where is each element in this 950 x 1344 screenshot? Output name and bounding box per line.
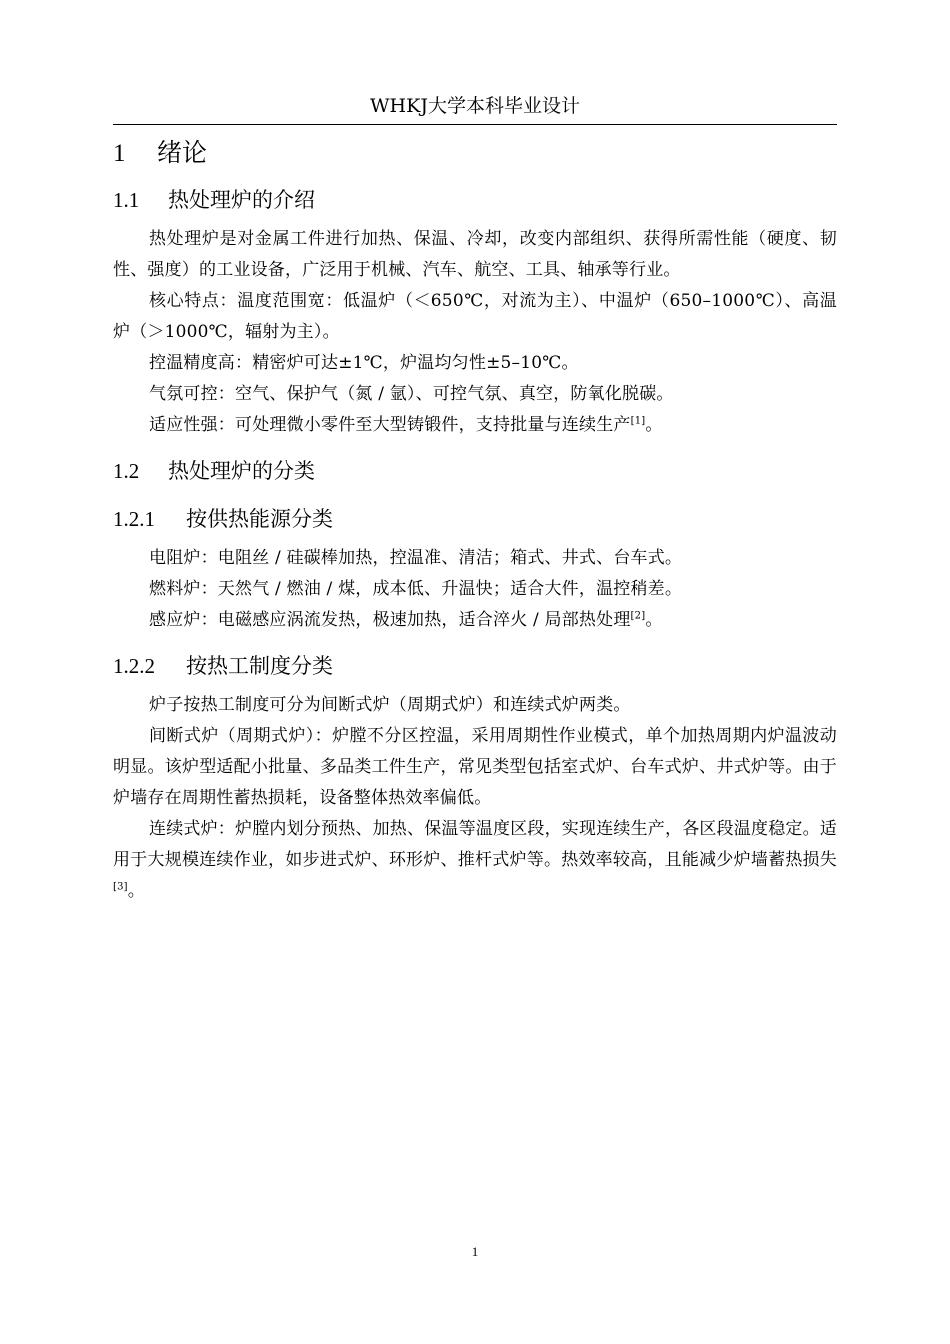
section-1-2-heading xyxy=(113,447,837,495)
paragraph-end: 。 xyxy=(645,610,663,630)
subsection-number: 1.2.2 xyxy=(113,654,155,678)
paragraph: 电阻炉：电阻丝 / 硅碳棒加热，控温准、清洁；箱式、井式、台车式。 xyxy=(149,548,683,568)
paragraph xyxy=(113,410,837,441)
section-number: 1.2 xyxy=(113,459,140,483)
chapter-number: 1 xyxy=(113,140,126,167)
subsection-number: 1.2.1 xyxy=(113,507,155,531)
chapter-heading xyxy=(113,130,837,176)
citation-ref[interactable]: [3] xyxy=(113,881,128,893)
paragraph: 核心特点：温度范围宽：低温炉（＜650℃，对流为主）、中温炉（650–1000℃）、高温炉（＞1000℃，辐射为主）。 xyxy=(113,291,837,342)
paragraph-end: 。 xyxy=(127,881,145,901)
page-header: WHKJ大学本科毕业设计 xyxy=(370,95,580,117)
page-content xyxy=(113,130,837,907)
paragraph: 炉子按热工制度可分为间断式炉（周期式炉）和连续式炉两类。 xyxy=(149,695,631,715)
page-number: 1 xyxy=(471,1244,479,1259)
paragraph xyxy=(113,814,837,907)
section-1-1-heading xyxy=(113,176,837,224)
paragraph-text: 感应炉：电磁感应涡流发热，极速加热，适合淬火 / 局部热处理 xyxy=(149,610,631,630)
paragraph xyxy=(113,605,837,636)
section-number: 1.1 xyxy=(113,188,140,212)
paragraph: 控温精度高：精密炉可达±1℃，炉温均匀性±5–10℃。 xyxy=(149,353,579,373)
citation-ref[interactable]: [1] xyxy=(630,415,646,427)
subsection-title: 按热工制度分类 xyxy=(186,654,333,678)
section-1-2-1-heading xyxy=(113,495,837,543)
section-title: 热处理炉的分类 xyxy=(168,459,315,483)
chapter-title: 绪论 xyxy=(157,138,208,167)
section-1-2-2-heading xyxy=(113,642,837,690)
paragraph: 气氛可控：空气、保护气（氮 / 氩）、可控气氛、真空，防氧化脱碳。 xyxy=(149,384,674,404)
paragraph: 间断式炉（周期式炉）：炉膛不分区控温，采用周期性作业模式，单个加热周期内炉温波动明显。该炉型适配小批量、多品类工件生产，常见类型包括室式炉、台车式炉、井式炉等。由于炉墙存在周期性蓄热损耗，设备整体热效率偏低。 xyxy=(113,726,837,808)
section-title: 热处理炉的介绍 xyxy=(168,188,315,212)
paragraph: 热处理炉是对金属工件进行加热、保温、冷却，改变内部组织、获得所需性能（硬度、韧性、强度）的工业设备，广泛用于机械、汽车、航空、工具、轴承等行业。 xyxy=(113,229,837,280)
citation-ref[interactable]: [2] xyxy=(630,610,646,622)
paragraph-text: 适应性强：可处理微小零件至大型铸锻件，支持批量与连续生产 xyxy=(149,415,631,435)
paragraph-end: 。 xyxy=(645,415,663,435)
subsection-title: 按供热能源分类 xyxy=(186,507,333,531)
paragraph: 燃料炉：天然气 / 燃油 / 煤，成本低、升温快；适合大件，温控稍差。 xyxy=(149,579,683,599)
paragraph-text: 连续式炉：炉膛内划分预热、加热、保温等温度区段，实现连续生产，各区段温度稳定。适用于大规模连续作业，如步进式炉、环形炉、推杆式炉等。热效率较高，且能减少炉墙蓄热损失 xyxy=(113,819,837,870)
header-rule xyxy=(113,124,837,125)
